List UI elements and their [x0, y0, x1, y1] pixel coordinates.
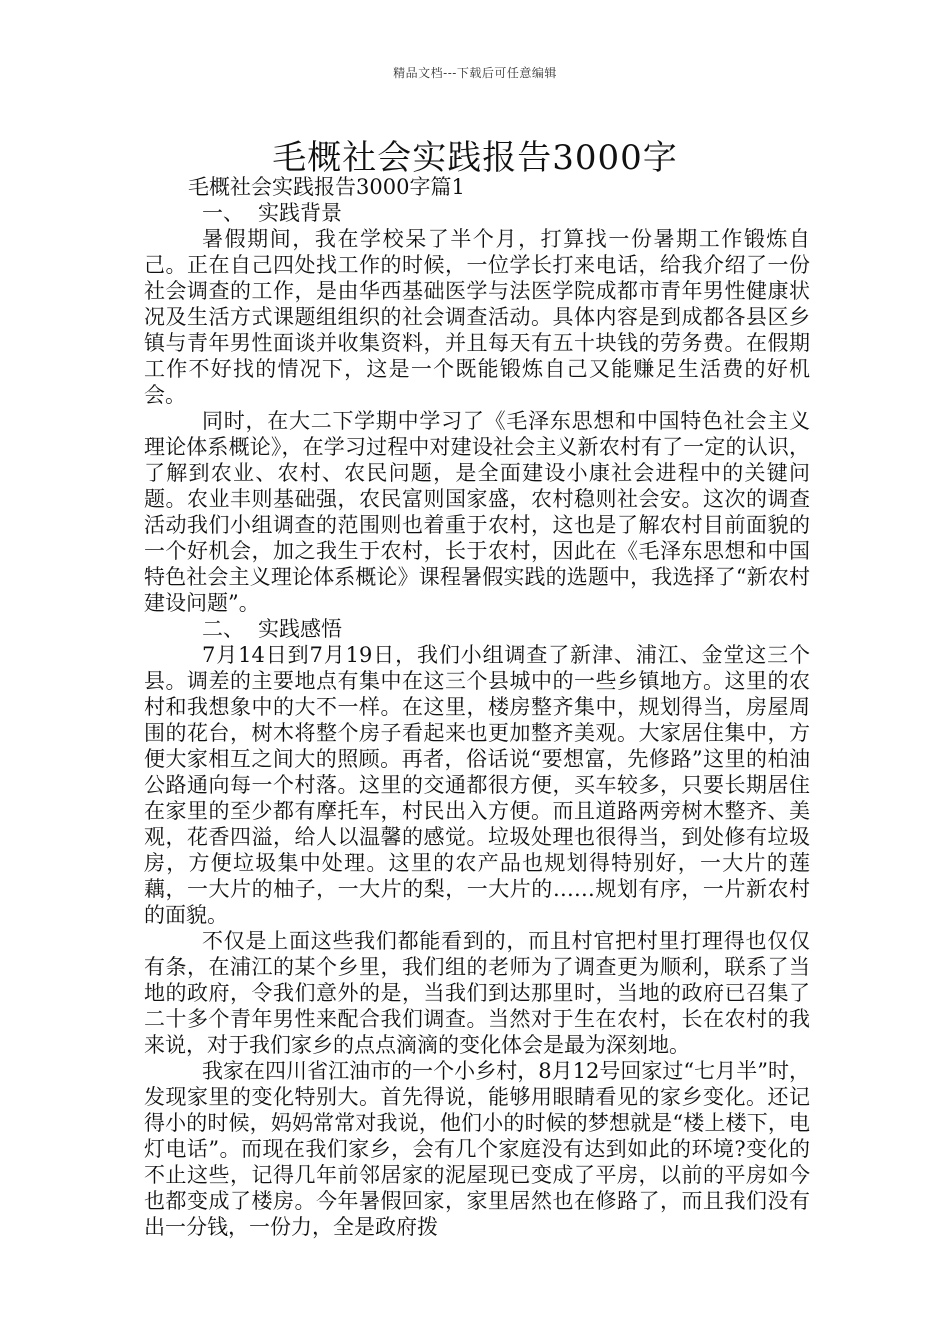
- section-number: 一、: [202, 201, 244, 225]
- paragraph: 不仅是上面这些我们都能看到的，而且村官把村里打理得也仅仅有条，在浦江的某个乡里，我们组的老师为了调查更为顺利，联系了当地的政府，令我们意外的是，当我们到达那里时，当地的政府已召集了二十多个青年男性来配合我们调查。当然对于生在农村，长在农村的我来说，对于我们家乡的点点滴滴的变化体会是最为深刻地。: [144, 929, 810, 1057]
- paragraph: 我家在四川省江油市的一个小乡村，8月12号回家过“七月半”时，发现家里的变化特别大。首先得说，能够用眼睛看见的家乡变化。还记得小的时候，妈妈常常对我说，他们小的时候的梦想就是“楼上楼下，电灯电话”。而现在我们家乡，会有几个家庭没有达到如此的环境?变化的不止这些，记得几年前邻居家的泥屋现已变成了平房，以前的平房如今也都变成了楼房。今年暑假回家，家里居然也在修路了，而且我们没有出一分钱，一份力，全是政府拨: [144, 1059, 810, 1239]
- paragraph: 7月14日到7月19日，我们小组调查了新津、浦江、金堂这三个县。调差的主要地点有集中在这三个县城中的一些乡镇地方。这里的农村和我想象中的大不一样。在这里，楼房整齐集中，规划得当，房屋周围的花台，树木将整个房子看起来也更加整齐美观。大家居住集中，方便大家相互之间大的照顾。再者，俗话说“要想富，先修路”这里的柏油公路通向每一个村落。这里的交通都很方便，买车较多，只要长期居住在家里的至少都有摩托车，村民出入方便。而且道路两旁树木整齐、美观，花香四溢，给人以温馨的感觉。垃圾处理也很得当，到处修有垃圾房，方便垃圾集中处理。这里的农产品也规划得特别好，一大片的莲藕，一大片的柚子，一大片的梨，一大片的……规划有序，一片新农村的面貌。: [144, 643, 810, 927]
- section-title: 实践感悟: [258, 617, 342, 641]
- document-title: 毛概社会实践报告3000字: [272, 138, 678, 178]
- section-heading-reflection: [144, 616, 810, 642]
- section-number: 二、: [202, 617, 244, 641]
- section-title: 实践背景: [258, 201, 342, 225]
- document-subtitle: 毛概社会实践报告3000字篇1: [188, 175, 465, 199]
- section-heading-background: [144, 200, 810, 226]
- page-header-note: 精品文档---下载后可任意编辑: [393, 66, 557, 80]
- paragraph: 同时，在大二下学期中学习了《毛泽东思想和中国特色社会主义理论体系概论》，在学习过程中对建设社会主义新农村有了一定的认识，了解到农业、农村、农民问题，是全面建设小康社会进程中的关键问题。农业丰则基础强，农民富则国家盛，农村稳则社会安。这次的调查活动我们小组调查的范围则也着重于农村，这也是了解农村目前面貌的一个好机会，加之我生于农村，长于农村，因此在《毛泽东思想和中国特色社会主义理论体系概论》课程暑假实践的选题中，我选择了“新农村建设问题”。: [144, 409, 810, 615]
- document-body: [144, 174, 810, 1240]
- paragraph: 暑假期间，我在学校呆了半个月，打算找一份暑期工作锻炼自己。正在自己四处找工作的时候，一位学长打来电话，给我介绍了一份社会调查的工作，是由华西基础医学与法医学院成都市青年男性健康状况及生活方式课题组组织的社会调查活动。具体内容是到成都各县区乡镇与青年男性面谈并收集资料，并且每天有五十块钱的劳务费。在假期工作不好找的情况下，这是一个既能锻炼自己又能赚足生活费的好机会。: [144, 227, 810, 407]
